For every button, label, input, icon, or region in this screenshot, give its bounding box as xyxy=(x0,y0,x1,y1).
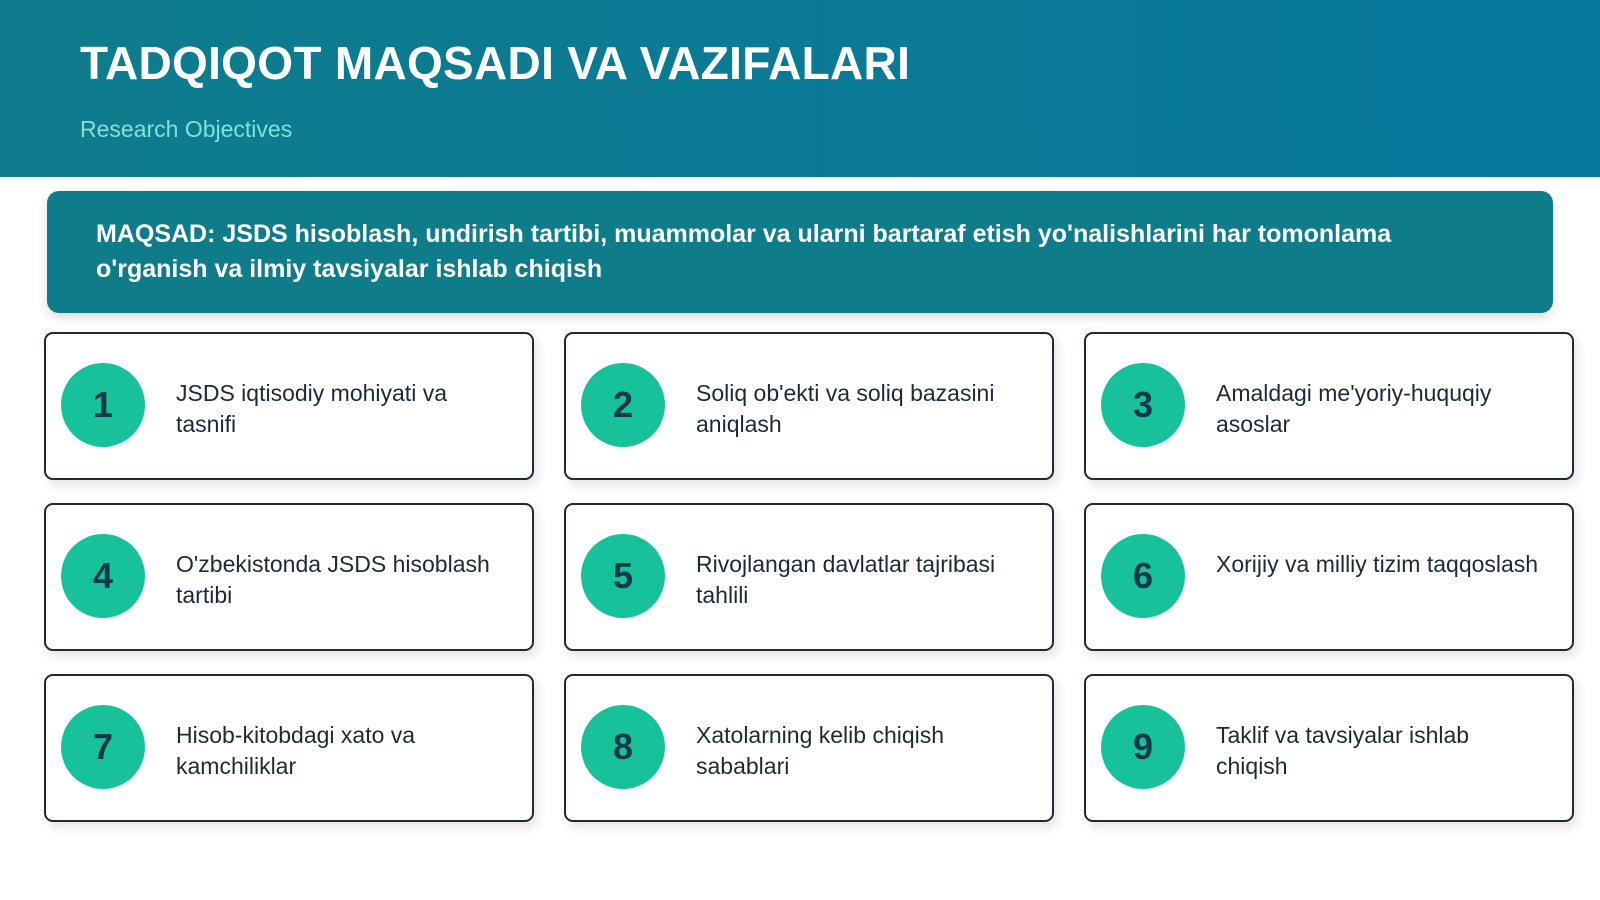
task-number-badge: 1 xyxy=(61,363,145,447)
task-card-1 xyxy=(44,332,534,480)
task-text: JSDS iqtisodiy mohiyati va tasnifi xyxy=(176,380,447,437)
task-number-badge: 2 xyxy=(581,363,665,447)
task-card-7 xyxy=(44,674,534,822)
task-number-badge: 5 xyxy=(581,534,665,618)
page-title: TADQIQOT MAQSADI VA VAZIFALARI xyxy=(80,37,911,89)
task-number-badge: 3 xyxy=(1101,363,1185,447)
task-text: Rivojlangan davlatlar tajribasi tahlili xyxy=(696,551,996,608)
task-number-badge: 9 xyxy=(1101,705,1185,789)
task-text: Soliq ob'ekti va soliq bazasini aniqlash xyxy=(696,380,995,437)
task-text: Taklif va tavsiyalar ishlab chiqish xyxy=(1216,722,1470,779)
task-text: Xatolarning kelib chiqish sabablari xyxy=(696,722,945,779)
page-subtitle: Research Objectives xyxy=(80,116,293,142)
task-text: O'zbekistonda JSDS hisoblash tartibi xyxy=(176,551,490,608)
task-number-badge: 7 xyxy=(61,705,145,789)
task-card-2 xyxy=(564,332,1054,480)
task-card-4 xyxy=(44,503,534,651)
task-text: Hisob-kitobdagi xato va kamchiliklar xyxy=(176,722,416,779)
task-card-3 xyxy=(1084,332,1574,480)
task-text: Amaldagi me'yoriy-huquqiy asoslar xyxy=(1216,380,1492,437)
task-number-badge: 6 xyxy=(1101,534,1185,618)
task-card-6 xyxy=(1084,503,1574,651)
task-number-badge: 4 xyxy=(61,534,145,618)
task-card-5 xyxy=(564,503,1054,651)
goal-text: MAQSAD: JSDS hisoblash, undirish tartibi, muammolar va ularni bartaraf etish yo'nalishlarini har tomonlama o'rganish va ilmiy tavsiyalar ishlab chiqish xyxy=(96,220,1392,283)
task-card-8 xyxy=(564,674,1054,822)
task-card-9 xyxy=(1084,674,1574,822)
task-number-badge: 8 xyxy=(581,705,665,789)
task-text: Xorijiy va milliy tizim taqqoslash xyxy=(1216,551,1539,577)
